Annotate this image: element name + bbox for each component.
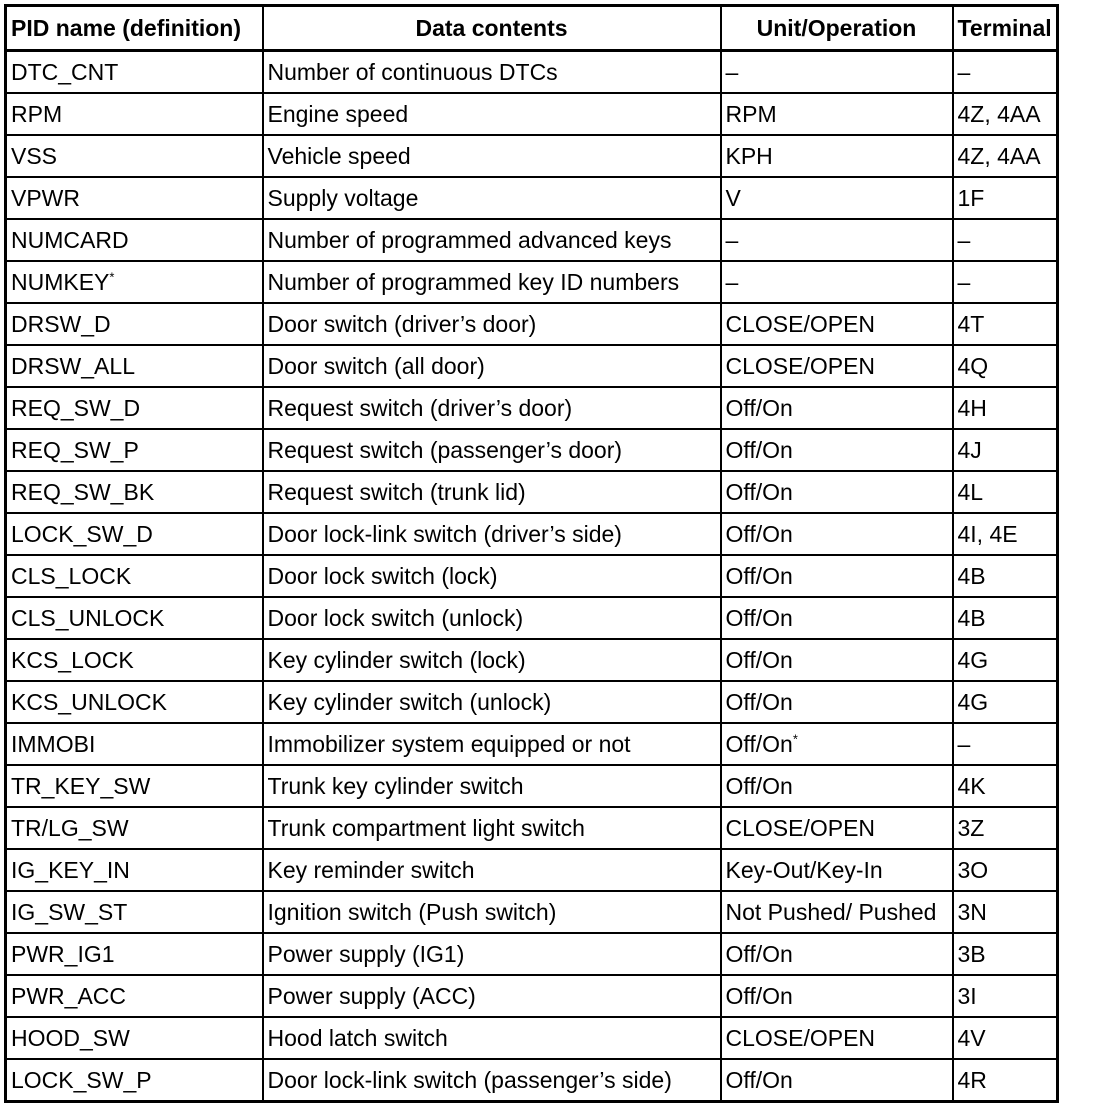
- data-contents-cell-text: Trunk compartment light switch: [267, 815, 585, 841]
- pid-name-cell-text: NUMKEY: [11, 269, 110, 295]
- unit-operation-cell: [721, 681, 953, 723]
- terminal-cell-text: 4L: [957, 479, 984, 505]
- unit-operation-cell: [721, 51, 953, 94]
- pid-name-cell-text: CLS_LOCK: [11, 563, 132, 589]
- terminal-cell-text: 3I: [957, 983, 977, 1009]
- terminal-cell-text: 4Q: [957, 353, 989, 379]
- terminal-cell: [953, 765, 1058, 807]
- terminal-cell: [953, 513, 1058, 555]
- footnote-asterisk: *: [109, 269, 115, 285]
- unit-operation-cell-text: Key-Out/Key-In: [725, 857, 883, 883]
- terminal-cell: [953, 219, 1058, 261]
- table-row: [6, 177, 1058, 219]
- terminal-cell: [953, 555, 1058, 597]
- data-contents-cell: [263, 765, 721, 807]
- header-terminal: Terminal: [953, 6, 1058, 51]
- terminal-cell-text: 4V: [957, 1025, 986, 1051]
- pid-name-cell: [6, 93, 263, 135]
- pid-name-cell-text: PWR_ACC: [11, 983, 127, 1009]
- data-contents-cell: [263, 975, 721, 1017]
- terminal-cell-text: 3O: [957, 857, 989, 883]
- terminal-cell-text: 4K: [957, 773, 986, 799]
- unit-operation-cell: [721, 765, 953, 807]
- pid-name-cell: [6, 891, 263, 933]
- data-contents-cell: [263, 555, 721, 597]
- unit-operation-cell-text: Off/On: [725, 773, 793, 799]
- data-contents-cell-text: Supply voltage: [267, 185, 419, 211]
- terminal-cell: [953, 93, 1058, 135]
- unit-operation-cell: [721, 975, 953, 1017]
- unit-operation-cell-text: KPH: [725, 143, 773, 169]
- unit-operation-cell-text: Off/On: [725, 563, 793, 589]
- pid-name-cell: [6, 135, 263, 177]
- table-row: [6, 1017, 1058, 1059]
- data-contents-cell: [263, 177, 721, 219]
- pid-name-cell: [6, 639, 263, 681]
- pid-name-cell-text: IG_SW_ST: [11, 899, 128, 925]
- table-row: [6, 93, 1058, 135]
- data-contents-cell: [263, 891, 721, 933]
- unit-operation-cell: [721, 219, 953, 261]
- terminal-cell: [953, 429, 1058, 471]
- unit-operation-cell-text: Off/On: [725, 437, 793, 463]
- terminal-cell-text: 4B: [957, 563, 986, 589]
- unit-operation-cell: [721, 555, 953, 597]
- pid-name-cell: [6, 1017, 263, 1059]
- pid-name-cell: [6, 471, 263, 513]
- terminal-cell: [953, 807, 1058, 849]
- terminal-cell: [953, 723, 1058, 765]
- unit-operation-cell-text: V: [725, 185, 741, 211]
- table-row: [6, 261, 1058, 303]
- unit-operation-cell: [721, 597, 953, 639]
- table-row: [6, 807, 1058, 849]
- unit-operation-cell-text: CLOSE/OPEN: [725, 311, 876, 337]
- terminal-cell-text: 3Z: [957, 815, 985, 841]
- data-contents-cell-text: Request switch (passenger’s door): [267, 437, 623, 463]
- unit-operation-cell: [721, 135, 953, 177]
- pid-name-cell: [6, 933, 263, 975]
- data-contents-cell-text: Key cylinder switch (unlock): [267, 689, 552, 715]
- data-contents-cell-text: Key reminder switch: [267, 857, 475, 883]
- data-contents-cell-text: Request switch (driver’s door): [267, 395, 573, 421]
- data-contents-cell: [263, 387, 721, 429]
- data-contents-cell-text: Door switch (all door): [267, 353, 485, 379]
- terminal-cell: [953, 51, 1058, 94]
- terminal-cell: [953, 177, 1058, 219]
- unit-operation-cell: [721, 471, 953, 513]
- pid-name-cell: [6, 429, 263, 471]
- pid-name-cell: [6, 681, 263, 723]
- data-contents-cell: [263, 303, 721, 345]
- header-data-contents: Data contents: [263, 6, 721, 51]
- unit-operation-cell-text: Off/On: [725, 941, 793, 967]
- pid-name-cell-text: REQ_SW_P: [11, 437, 139, 463]
- data-contents-cell-text: Door lock switch (lock): [267, 563, 498, 589]
- data-contents-cell-text: Door switch (driver’s door): [267, 311, 537, 337]
- unit-operation-cell-text: Off/On: [725, 983, 793, 1009]
- data-contents-cell: [263, 1017, 721, 1059]
- terminal-cell: [953, 849, 1058, 891]
- terminal-cell: [953, 471, 1058, 513]
- terminal-cell: [953, 1059, 1058, 1102]
- terminal-cell-text: 4R: [957, 1067, 987, 1093]
- unit-operation-cell: [721, 387, 953, 429]
- pid-name-cell: [6, 807, 263, 849]
- unit-operation-cell-text: Off/On: [725, 605, 793, 631]
- unit-operation-cell: [721, 93, 953, 135]
- pid-name-cell: [6, 345, 263, 387]
- terminal-cell: [953, 933, 1058, 975]
- data-contents-cell: [263, 135, 721, 177]
- terminal-cell: [953, 681, 1058, 723]
- data-contents-cell: [263, 93, 721, 135]
- unit-operation-cell: [721, 429, 953, 471]
- terminal-cell: [953, 1017, 1058, 1059]
- data-contents-cell-text: Power supply (IG1): [267, 941, 465, 967]
- terminal-cell-text: 4H: [957, 395, 987, 421]
- terminal-cell: [953, 345, 1058, 387]
- footnote-asterisk: *: [792, 731, 798, 747]
- table-header: [6, 6, 1058, 51]
- unit-operation-cell: [721, 177, 953, 219]
- table-row: [6, 135, 1058, 177]
- table-row: [6, 51, 1058, 94]
- pid-name-cell-text: VPWR: [11, 185, 80, 211]
- terminal-cell: [953, 975, 1058, 1017]
- table-row: [6, 681, 1058, 723]
- unit-operation-cell: [721, 303, 953, 345]
- data-contents-cell: [263, 429, 721, 471]
- pid-name-cell: [6, 261, 263, 303]
- terminal-cell-text: –: [957, 227, 971, 253]
- table-row: [6, 387, 1058, 429]
- data-contents-cell-text: Door lock-link switch (passenger’s side): [267, 1067, 672, 1093]
- table-row: [6, 219, 1058, 261]
- pid-name-cell-text: REQ_SW_D: [11, 395, 141, 421]
- terminal-cell: [953, 135, 1058, 177]
- data-contents-cell-text: Engine speed: [267, 101, 409, 127]
- unit-operation-cell-text: –: [725, 227, 739, 253]
- pid-name-cell-text: PWR_IG1: [11, 941, 115, 967]
- terminal-cell: [953, 261, 1058, 303]
- unit-operation-cell: [721, 807, 953, 849]
- terminal-cell-text: 4T: [957, 311, 985, 337]
- pid-name-cell: [6, 513, 263, 555]
- terminal-cell-text: 4J: [957, 437, 982, 463]
- data-contents-cell: [263, 849, 721, 891]
- table-row: [6, 555, 1058, 597]
- unit-operation-cell-text: Off/On: [725, 1067, 793, 1093]
- pid-name-cell: [6, 219, 263, 261]
- pid-name-cell-text: NUMCARD: [11, 227, 129, 253]
- table-body: [6, 51, 1058, 1102]
- data-contents-cell-text: Number of programmed key ID numbers: [267, 269, 680, 295]
- pid-name-cell: [6, 177, 263, 219]
- terminal-cell-text: 4G: [957, 647, 989, 673]
- pid-name-cell: [6, 765, 263, 807]
- data-contents-cell-text: Door lock switch (unlock): [267, 605, 524, 631]
- pid-name-cell-text: IG_KEY_IN: [11, 857, 130, 883]
- pid-name-cell: [6, 51, 263, 94]
- terminal-cell-text: 4Z, 4AA: [957, 143, 1041, 169]
- unit-operation-cell-text: –: [725, 59, 739, 85]
- data-contents-cell: [263, 639, 721, 681]
- data-contents-cell-text: Number of continuous DTCs: [267, 59, 558, 85]
- unit-operation-cell-text: CLOSE/OPEN: [725, 353, 876, 379]
- pid-name-cell-text: VSS: [11, 143, 58, 169]
- data-contents-cell-text: Power supply (ACC): [267, 983, 476, 1009]
- table-row: [6, 849, 1058, 891]
- unit-operation-cell: [721, 933, 953, 975]
- pid-name-cell: [6, 849, 263, 891]
- unit-operation-cell-text: CLOSE/OPEN: [725, 1025, 876, 1051]
- pid-name-cell: [6, 303, 263, 345]
- data-contents-cell-text: Hood latch switch: [267, 1025, 448, 1051]
- data-contents-cell-text: Request switch (trunk lid): [267, 479, 526, 505]
- data-contents-cell: [263, 51, 721, 94]
- data-contents-cell: [263, 513, 721, 555]
- table-row: [6, 597, 1058, 639]
- pid-name-cell: [6, 723, 263, 765]
- unit-operation-cell-text: –: [725, 269, 739, 295]
- terminal-cell: [953, 303, 1058, 345]
- pid-name-cell-text: KCS_UNLOCK: [11, 689, 167, 715]
- table-row: [6, 933, 1058, 975]
- pid-name-cell-text: RPM: [11, 101, 63, 127]
- terminal-cell-text: –: [957, 59, 971, 85]
- terminal-cell-text: 4G: [957, 689, 989, 715]
- data-contents-cell: [263, 261, 721, 303]
- table-row: [6, 765, 1058, 807]
- data-contents-cell: [263, 807, 721, 849]
- terminal-cell-text: 1F: [957, 185, 985, 211]
- terminal-cell-text: –: [957, 731, 971, 757]
- header-unit-operation: Unit/Operation: [721, 6, 953, 51]
- table-row: [6, 1059, 1058, 1102]
- pid-name-cell: [6, 387, 263, 429]
- data-contents-cell: [263, 1059, 721, 1102]
- pid-name-cell-text: TR/LG_SW: [11, 815, 129, 841]
- unit-operation-cell-text: RPM: [725, 101, 777, 127]
- terminal-cell-text: 3N: [957, 899, 987, 925]
- pid-name-cell-text: LOCK_SW_D: [11, 521, 153, 547]
- table-row: [6, 429, 1058, 471]
- pid-table: [4, 4, 1059, 1103]
- data-contents-cell: [263, 933, 721, 975]
- terminal-cell: [953, 597, 1058, 639]
- pid-name-cell-text: CLS_UNLOCK: [11, 605, 165, 631]
- unit-operation-cell: [721, 723, 953, 765]
- data-contents-cell: [263, 597, 721, 639]
- pid-name-cell: [6, 975, 263, 1017]
- table-row: [6, 723, 1058, 765]
- terminal-cell-text: 3B: [957, 941, 986, 967]
- table-row: [6, 513, 1058, 555]
- pid-name-cell-text: IMMOBI: [11, 731, 96, 757]
- pid-name-cell-text: DRSW_ALL: [11, 353, 135, 379]
- unit-operation-cell: [721, 639, 953, 681]
- pid-name-cell-text: REQ_SW_BK: [11, 479, 155, 505]
- table-row: [6, 303, 1058, 345]
- unit-operation-cell-text: Not Pushed/ Pushed: [725, 899, 937, 925]
- unit-operation-cell-text: Off/On: [725, 521, 793, 547]
- unit-operation-cell: [721, 345, 953, 387]
- unit-operation-cell-text: Off/On: [725, 395, 793, 421]
- data-contents-cell: [263, 471, 721, 513]
- unit-operation-cell-text: Off/On: [725, 647, 793, 673]
- unit-operation-cell-text: Off/On: [725, 689, 793, 715]
- terminal-cell-text: 4B: [957, 605, 986, 631]
- header-row: [6, 6, 1058, 51]
- pid-name-cell-text: LOCK_SW_P: [11, 1067, 152, 1093]
- pid-name-cell-text: TR_KEY_SW: [11, 773, 151, 799]
- unit-operation-cell: [721, 261, 953, 303]
- unit-operation-cell: [721, 891, 953, 933]
- terminal-cell: [953, 387, 1058, 429]
- data-contents-cell: [263, 681, 721, 723]
- terminal-cell-text: –: [957, 269, 971, 295]
- pid-name-cell: [6, 555, 263, 597]
- data-contents-cell: [263, 723, 721, 765]
- data-contents-cell-text: Key cylinder switch (lock): [267, 647, 526, 673]
- terminal-cell-text: 4Z, 4AA: [957, 101, 1041, 127]
- pid-name-cell-text: DRSW_D: [11, 311, 111, 337]
- pid-name-cell-text: HOOD_SW: [11, 1025, 130, 1051]
- data-contents-cell-text: Number of programmed advanced keys: [267, 227, 672, 253]
- table-row: [6, 639, 1058, 681]
- pid-name-cell: [6, 597, 263, 639]
- data-contents-cell-text: Immobilizer system equipped or not: [267, 731, 631, 757]
- pid-name-cell: [6, 1059, 263, 1102]
- header-pid-name: PID name (definition): [6, 6, 263, 51]
- terminal-cell-text: 4I, 4E: [957, 521, 1018, 547]
- unit-operation-cell: [721, 513, 953, 555]
- table-row: [6, 345, 1058, 387]
- unit-operation-cell: [721, 849, 953, 891]
- data-contents-cell-text: Vehicle speed: [267, 143, 411, 169]
- table-row: [6, 891, 1058, 933]
- data-contents-cell-text: Ignition switch (Push switch): [267, 899, 557, 925]
- unit-operation-cell: [721, 1059, 953, 1102]
- data-contents-cell-text: Door lock-link switch (driver’s side): [267, 521, 622, 547]
- pid-name-cell-text: DTC_CNT: [11, 59, 119, 85]
- unit-operation-cell-text: CLOSE/OPEN: [725, 815, 876, 841]
- terminal-cell: [953, 639, 1058, 681]
- terminal-cell: [953, 891, 1058, 933]
- table-row: [6, 975, 1058, 1017]
- data-contents-cell: [263, 219, 721, 261]
- data-contents-cell-text: Trunk key cylinder switch: [267, 773, 524, 799]
- unit-operation-cell-text: Off/On: [725, 731, 793, 757]
- unit-operation-cell-text: Off/On: [725, 479, 793, 505]
- pid-name-cell-text: KCS_LOCK: [11, 647, 134, 673]
- data-contents-cell: [263, 345, 721, 387]
- unit-operation-cell: [721, 1017, 953, 1059]
- table-row: [6, 471, 1058, 513]
